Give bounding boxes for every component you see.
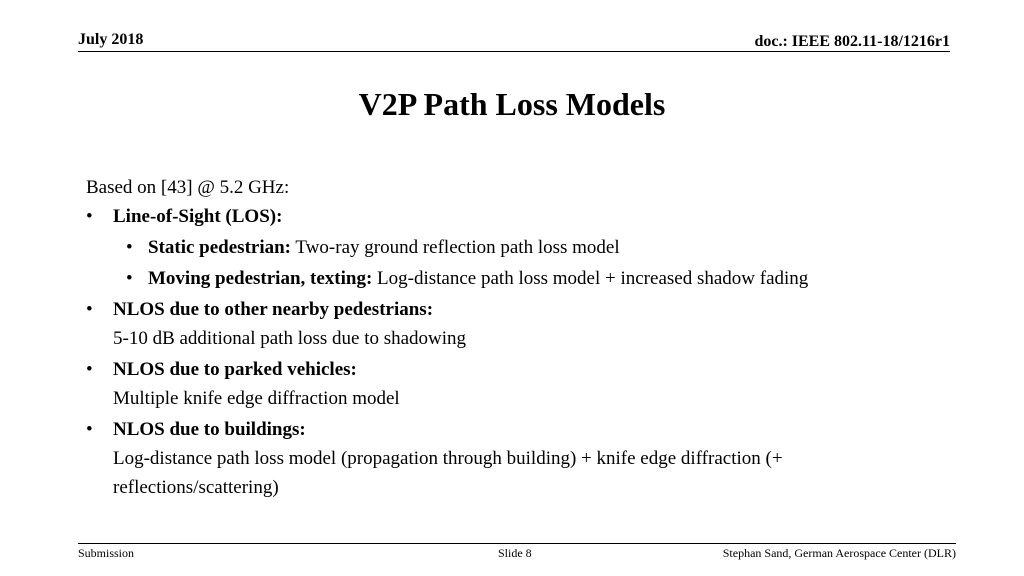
bullet-los [86, 202, 946, 231]
subbullet-static-pedestrian [86, 233, 946, 262]
bullet-detail: Multiple knife edge diffraction model [113, 388, 400, 409]
footer-author: Stephan Sand, German Aerospace Center (DLR) [722, 546, 956, 560]
subbullet-text: Log-distance path loss model + increased shadow fading [372, 268, 809, 289]
bullet-icon: • [86, 419, 93, 440]
bullet-nlos-vehicles [86, 355, 946, 413]
bullet-detail: Log-distance path loss model (propagation through building) + knife edge diffraction (+ reflections/scattering) [113, 448, 783, 498]
bullet-heading: Line-of-Sight (LOS): [113, 206, 283, 227]
footer-divider [78, 543, 956, 544]
slide-body [86, 173, 946, 502]
header-doc-id: doc.: IEEE 802.11-18/1216r1 [754, 33, 950, 50]
bullet-icon: • [86, 299, 93, 320]
bullet-detail: 5-10 dB additional path loss due to shadowing [113, 328, 467, 349]
subbullet-label: Static pedestrian: [148, 237, 292, 258]
bullet-nlos-buildings [86, 415, 946, 502]
bullet-heading: NLOS due to buildings: [113, 419, 306, 440]
subbullet-label: Moving pedestrian, texting: [148, 268, 373, 289]
bullet-icon: • [86, 359, 93, 380]
slide-title: V2P Path Loss Models [358, 86, 666, 122]
subbullet-text: Two-ray ground reflection path loss model [291, 237, 620, 258]
bullet-icon: • [86, 206, 93, 227]
bullet-nlos-pedestrians [86, 295, 946, 353]
header-divider [78, 51, 950, 52]
subbullet-moving-pedestrian [86, 264, 946, 293]
intro-text: Based on [43] @ 5.2 GHz: [86, 177, 290, 198]
bullet-icon: • [126, 237, 133, 258]
header-date: July 2018 [78, 31, 144, 48]
footer-submission: Submission [78, 546, 135, 560]
bullet-heading: NLOS due to parked vehicles: [113, 359, 357, 380]
bullet-heading: NLOS due to other nearby pedestrians: [113, 299, 434, 320]
bullet-icon: • [126, 268, 133, 289]
footer-slide-number: Slide 8 [498, 546, 532, 560]
